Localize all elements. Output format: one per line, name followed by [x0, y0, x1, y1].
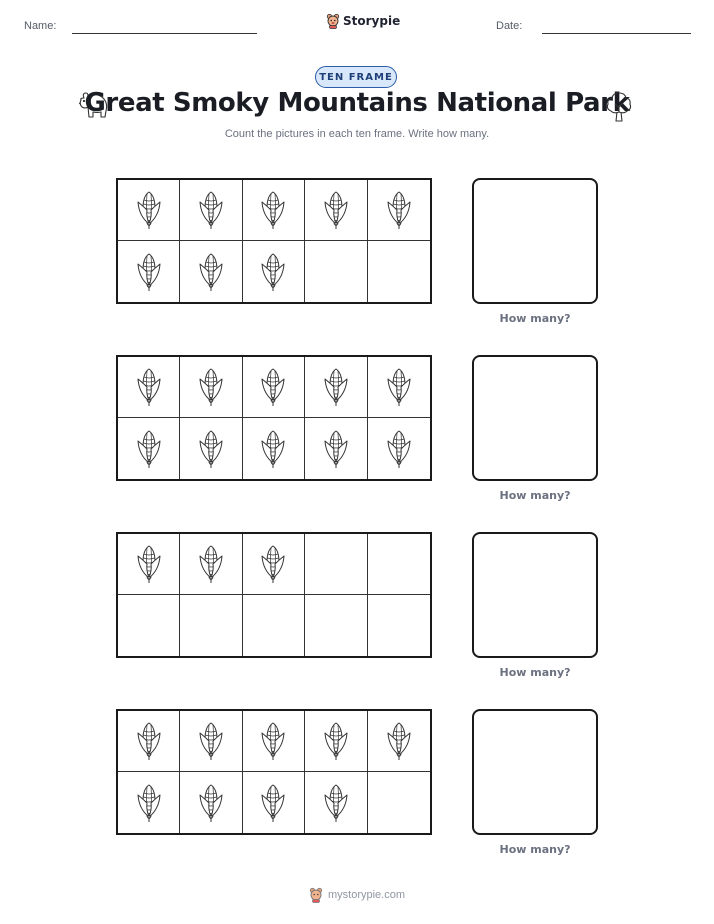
frame-cell: [305, 357, 367, 418]
ten-frame-2: [116, 355, 432, 481]
corn-icon: [258, 544, 288, 584]
frame-cell: [368, 711, 430, 772]
frame-cell: [243, 180, 305, 241]
ten-frame-1: [116, 178, 432, 304]
frame-cell: [368, 418, 430, 479]
corn-icon: [196, 429, 226, 469]
corn-icon: [134, 190, 164, 230]
date-label: Date:: [496, 20, 523, 32]
footer-url[interactable]: mystorypie.com: [327, 889, 406, 901]
frame-cell: [243, 241, 305, 302]
answer-box-2[interactable]: [472, 355, 598, 481]
corn-icon: [384, 367, 414, 407]
frame-cell: [368, 357, 430, 418]
corn-icon: [196, 544, 226, 584]
brand-logo: [326, 13, 400, 29]
corn-icon: [196, 721, 226, 761]
corn-icon: [134, 544, 164, 584]
frame-cell: [305, 772, 367, 833]
corn-icon: [134, 367, 164, 407]
corn-icon: [258, 783, 288, 823]
worksheet-type-badge: TEN FRAME: [315, 66, 397, 88]
corn-icon: [134, 429, 164, 469]
footer: [0, 887, 714, 903]
frame-cell: [243, 595, 305, 656]
corn-icon: [258, 367, 288, 407]
corn-icon: [321, 367, 351, 407]
frame-cell: [305, 534, 367, 595]
frame-cell: [118, 418, 180, 479]
frame-cell: [305, 595, 367, 656]
corn-icon: [196, 783, 226, 823]
frame-cell: [305, 418, 367, 479]
frame-cell: [368, 241, 430, 302]
instructions: Count the pictures in each ten frame. Write how many.: [224, 128, 490, 140]
frame-cell: [368, 534, 430, 595]
corn-icon: [258, 721, 288, 761]
corn-icon: [196, 367, 226, 407]
frame-cell: [180, 595, 242, 656]
corn-icon: [384, 721, 414, 761]
tree-icon: [604, 91, 634, 123]
frame-cell: [118, 180, 180, 241]
frame-cell: [243, 772, 305, 833]
frame-cell: [118, 534, 180, 595]
name-line[interactable]: [72, 33, 257, 34]
how-many-label-4: How many?: [499, 843, 571, 856]
brand-name: Storypie: [343, 14, 401, 28]
frame-cell: [118, 595, 180, 656]
name-label: Name:: [24, 20, 57, 32]
frame-cell: [180, 357, 242, 418]
corn-icon: [134, 721, 164, 761]
answer-box-1[interactable]: [472, 178, 598, 304]
frame-cell: [180, 418, 242, 479]
how-many-label-3: How many?: [499, 666, 571, 679]
corn-icon: [321, 783, 351, 823]
answer-box-4[interactable]: [472, 709, 598, 835]
frame-cell: [368, 180, 430, 241]
date-line[interactable]: [542, 33, 691, 34]
frame-cell: [243, 357, 305, 418]
corn-icon: [196, 252, 226, 292]
frame-cell: [180, 711, 242, 772]
frame-cell: [305, 711, 367, 772]
frame-cell: [118, 357, 180, 418]
corn-icon: [384, 429, 414, 469]
corn-icon: [258, 190, 288, 230]
frame-cell: [368, 772, 430, 833]
how-many-label-1: How many?: [499, 312, 571, 325]
corn-icon: [321, 429, 351, 469]
corn-icon: [321, 190, 351, 230]
page-title: Great Smoky Mountains National Park: [84, 88, 630, 118]
corn-icon: [258, 429, 288, 469]
frame-cell: [305, 241, 367, 302]
frame-cell: [118, 772, 180, 833]
how-many-label-2: How many?: [499, 489, 571, 502]
frame-cell: [305, 180, 367, 241]
frame-cell: [180, 180, 242, 241]
frame-cell: [243, 534, 305, 595]
frame-cell: [180, 534, 242, 595]
frame-cell: [118, 711, 180, 772]
ten-frame-3: [116, 532, 432, 658]
corn-icon: [384, 190, 414, 230]
frame-cell: [180, 772, 242, 833]
corn-icon: [134, 783, 164, 823]
storypie-mascot-icon: [309, 887, 323, 903]
corn-icon: [258, 252, 288, 292]
frame-cell: [243, 711, 305, 772]
frame-cell: [368, 595, 430, 656]
frame-cell: [118, 241, 180, 302]
storypie-mascot-icon: [326, 13, 340, 29]
answer-box-3[interactable]: [472, 532, 598, 658]
corn-icon: [196, 190, 226, 230]
ten-frame-4: [116, 709, 432, 835]
frame-cell: [180, 241, 242, 302]
corn-icon: [321, 721, 351, 761]
frame-cell: [243, 418, 305, 479]
corn-icon: [134, 252, 164, 292]
